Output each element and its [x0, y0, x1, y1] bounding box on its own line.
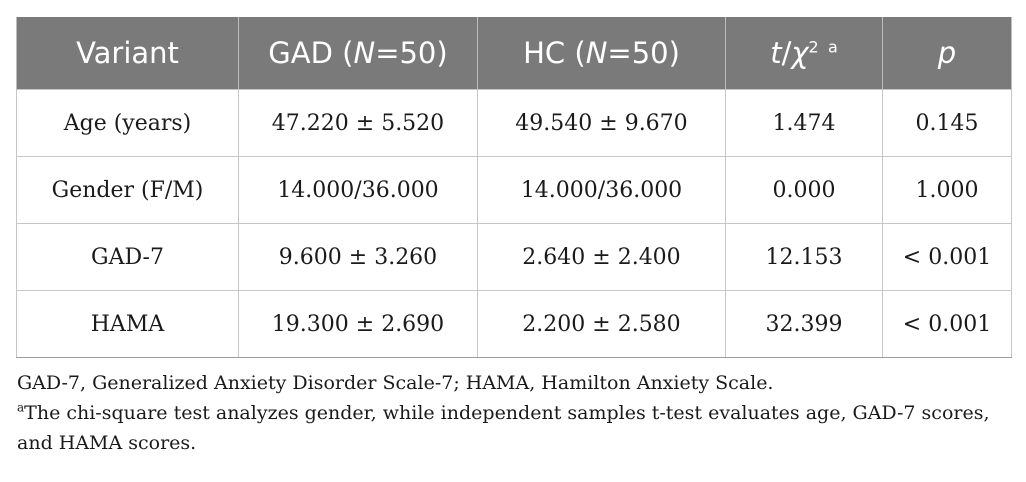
cell-gad: 14.000/36.000: [239, 157, 478, 224]
cell-hc: 14.000/36.000: [478, 157, 726, 224]
header-statistic: [726, 17, 883, 90]
cell-statistic: 12.153: [726, 224, 883, 291]
table-row: [17, 224, 1012, 291]
cell-statistic: 32.399: [726, 291, 883, 358]
header-stat-chi-exponent: 2: [808, 37, 819, 57]
cell-variant: GAD-7: [17, 224, 239, 291]
footnote-text: The chi-square test analyzes gender, while independent samples t-test evaluates age, GAD-7 scores, and HAMA scores.: [17, 402, 990, 454]
header-variant: Variant: [17, 17, 239, 90]
header-stat-t: t: [770, 36, 782, 70]
cell-statistic: 1.474: [726, 90, 883, 157]
header-gad-n: N: [353, 36, 376, 70]
cell-p-value: 1.000: [883, 157, 1012, 224]
cell-p-value: < 0.001: [883, 224, 1012, 291]
cell-hc: 2.640 ± 2.400: [478, 224, 726, 291]
cell-statistic: 0.000: [726, 157, 883, 224]
header-stat-slash: /: [781, 36, 792, 70]
cell-gad: 9.600 ± 3.260: [239, 224, 478, 291]
header-p-value: p: [883, 17, 1012, 90]
table-row: [17, 90, 1012, 157]
cell-gad: 47.220 ± 5.520: [239, 90, 478, 157]
cell-gad: 19.300 ± 2.690: [239, 291, 478, 358]
table-row: [17, 291, 1012, 358]
table-header-row: [17, 17, 1012, 90]
cell-p-value: 0.145: [883, 90, 1012, 157]
abbreviations-note: GAD-7, Generalized Anxiety Disorder Scale-7; HAMA, Hamilton Anxiety Scale.: [17, 372, 774, 394]
header-hc: [478, 17, 726, 90]
footnote-marker: a: [17, 400, 25, 415]
header-hc-suffix: =50): [607, 36, 680, 70]
header-stat-chi: χ: [791, 36, 809, 70]
cell-variant: HAMA: [17, 291, 239, 358]
header-hc-prefix: HC (: [523, 36, 586, 70]
cell-variant: Gender (F/M): [17, 157, 239, 224]
header-gad: [239, 17, 478, 90]
cell-hc: 49.540 ± 9.670: [478, 90, 726, 157]
header-hc-n: N: [585, 36, 608, 70]
cell-hc: 2.200 ± 2.580: [478, 291, 726, 358]
header-gad-prefix: GAD (: [268, 36, 354, 70]
cell-p-value: < 0.001: [883, 291, 1012, 358]
statistical-test-note: [17, 398, 1017, 458]
table-row: [17, 157, 1012, 224]
header-stat-footnote-marker: a: [827, 37, 838, 57]
header-gad-suffix: =50): [375, 36, 448, 70]
data-table-container: [16, 17, 1011, 358]
demographics-table: [16, 17, 1012, 358]
cell-variant: Age (years): [17, 90, 239, 157]
table-footnotes: [17, 368, 1017, 458]
